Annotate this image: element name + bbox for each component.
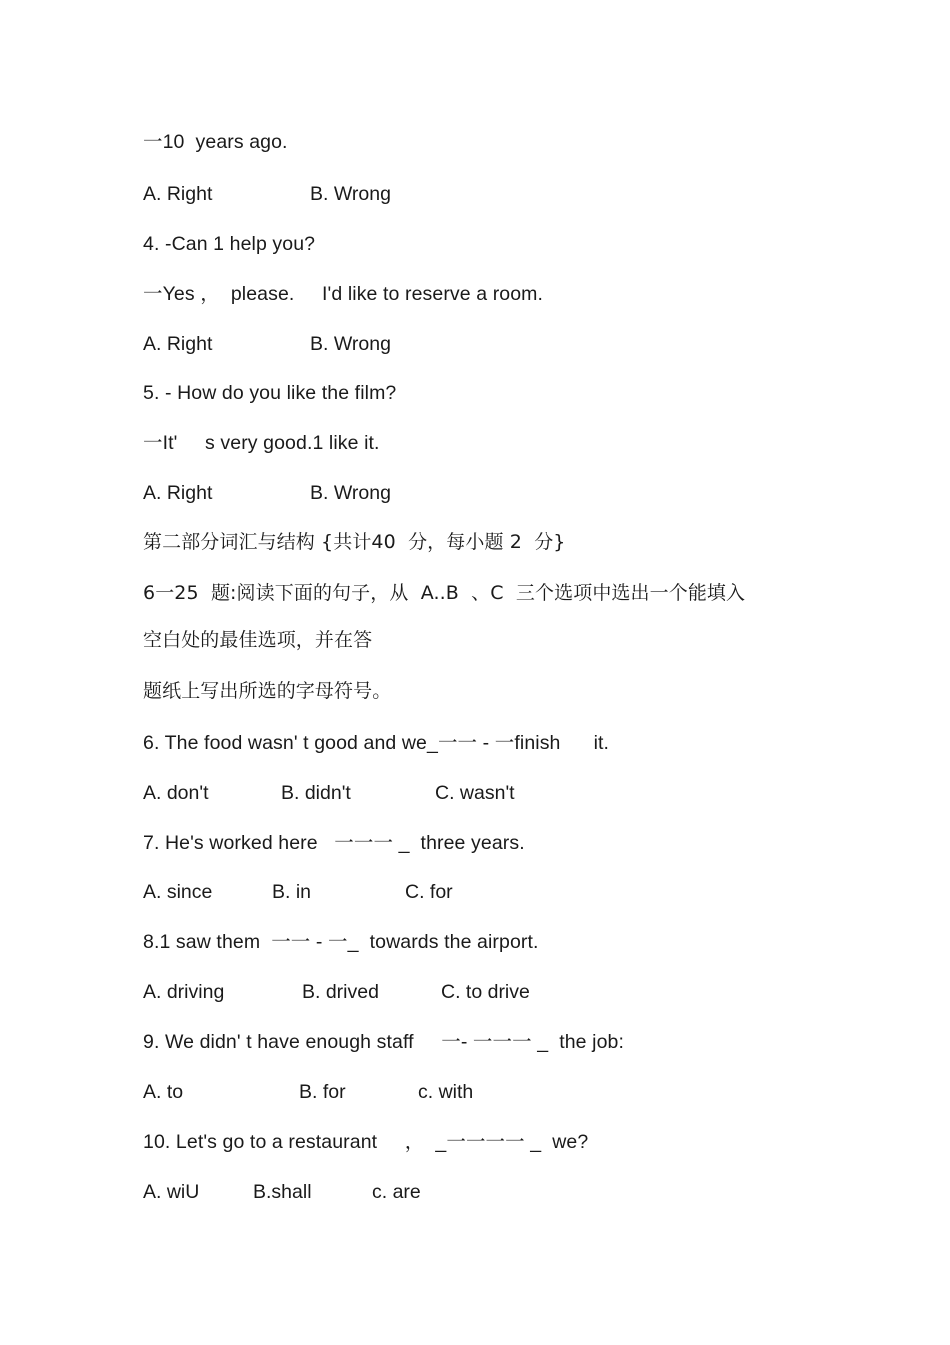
q3-option-a: A. Right [143, 183, 213, 205]
section-heading: 第二部分词汇与结构 {共计40 分，每小题 2 分} [143, 531, 566, 553]
q7-option-c: C. for [405, 881, 453, 903]
q10-option-a: A. wiU [143, 1181, 200, 1203]
q9-option-b: B. for [299, 1081, 346, 1103]
section-instructions-1: 6一25 题:阅读下面的句子，从 A..B 、C 三个选项中选出一个能填入 [143, 582, 746, 604]
q5-question: 5. - How do you like the film? [143, 382, 397, 404]
q4-option-b: B. Wrong [310, 333, 391, 355]
q8-option-b: B. drived [302, 981, 379, 1003]
q4-option-a: A. Right [143, 333, 213, 355]
q3-answer-line: 一10 years ago. [143, 131, 288, 153]
q3-option-b: B. Wrong [310, 183, 391, 205]
q9-option-c: c. with [418, 1081, 474, 1103]
q4-answer-line: 一Yes ， please. I'd like to reserve a room. [143, 283, 544, 305]
q6-option-b: B. didn't [281, 782, 351, 804]
q4-question: 4. -Can 1 help you? [143, 233, 316, 255]
section-instructions-2: 空白处的最佳选项，并在答 [143, 629, 373, 651]
q8-question: 8.1 saw them 一一 - 一_ towards the airport. [143, 931, 539, 953]
q6-option-c: C. wasn't [435, 782, 515, 804]
q9-question: 9. We didn' t have enough staff 一- 一一一 _ the job: [143, 1031, 624, 1053]
section-instructions-3: 题纸上写出所选的字母符号。 [143, 680, 392, 702]
q6-option-a: A. don't [143, 782, 209, 804]
q10-option-b: B.shall [253, 1181, 312, 1203]
q5-answer-line: 一It' s very good.1 like it. [143, 432, 380, 454]
q9-option-a: A. to [143, 1081, 184, 1103]
q5-option-a: A. Right [143, 482, 213, 504]
q8-option-a: A. driving [143, 981, 225, 1003]
q5-option-b: B. Wrong [310, 482, 391, 504]
q7-question: 7. He's worked here 一一一 _ three years. [143, 832, 525, 854]
q6-question: 6. The food wasn' t good and we_一一 - 一finish it. [143, 732, 610, 754]
q7-option-b: B. in [272, 881, 312, 903]
q7-option-a: A. since [143, 881, 213, 903]
q10-question: 10. Let's go to a restaurant ， _一一一一 _ we? [143, 1131, 589, 1153]
q8-option-c: C. to drive [441, 981, 530, 1003]
q10-option-c: c. are [372, 1181, 421, 1203]
